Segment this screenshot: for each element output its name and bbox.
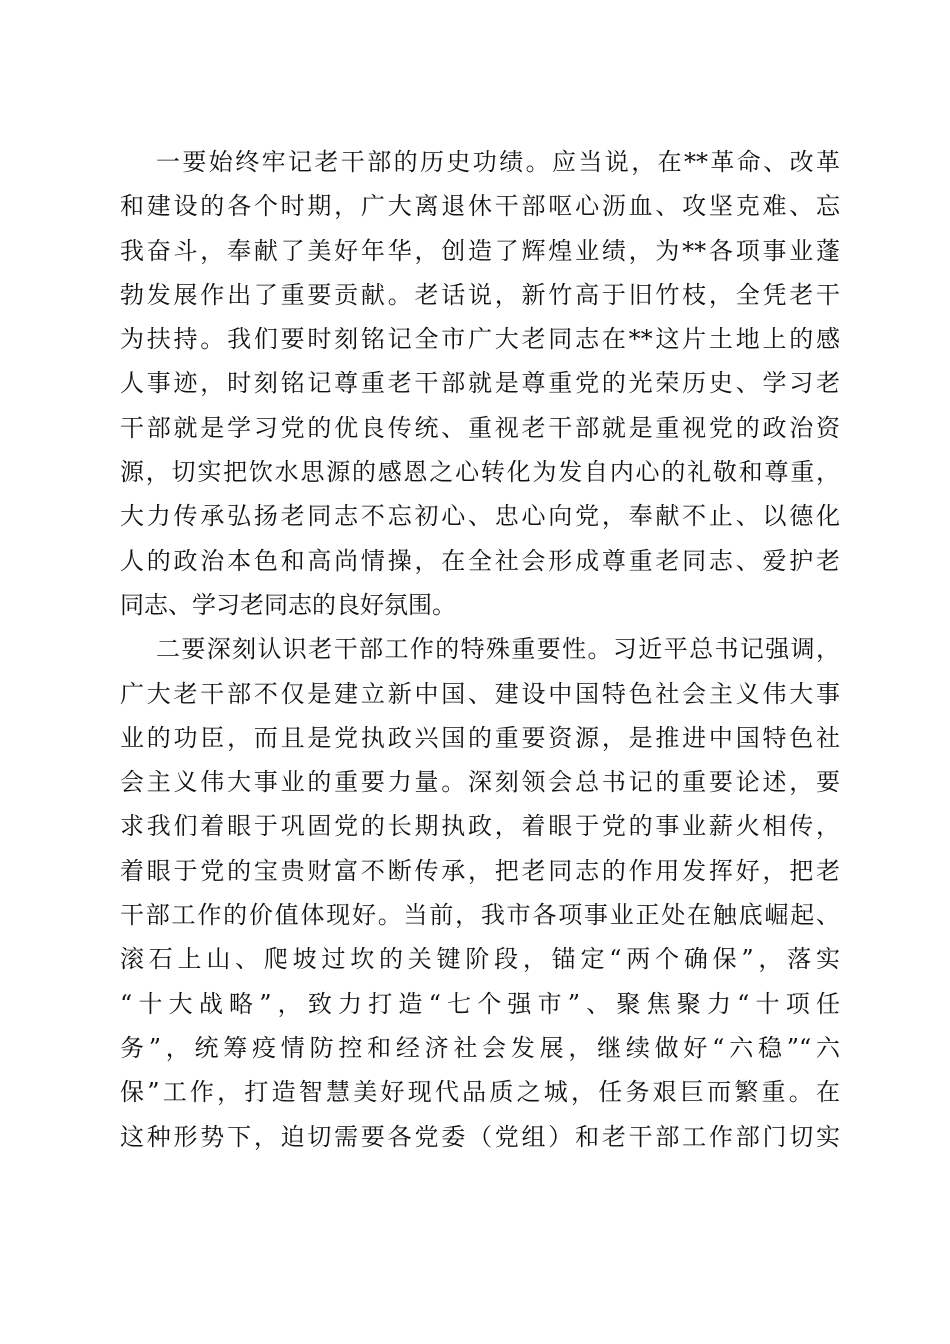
text-line: 我奋斗，奉献了美好年华，创造了辉煌业绩，为**各项事业蓬 <box>120 236 840 265</box>
body-text <box>120 140 840 1159</box>
text-line: 大力传承弘扬老同志不忘初心、忠心向党，奉献不止、以德化 <box>120 502 840 531</box>
text-line: 会主义伟大事业的重要力量。深刻领会总书记的重要论述，要 <box>120 768 840 797</box>
text-line: 广大老干部不仅是建立新中国、建设中国特色社会主义伟大事 <box>120 679 840 708</box>
text-line: 和建设的各个时期，广大离退休干部呕心沥血、攻坚克难、忘 <box>120 192 840 221</box>
text-line: 业的功臣，而且是党执政兴国的重要资源，是推进中国特色社 <box>120 723 840 752</box>
paragraph-1 <box>120 140 840 627</box>
text-line: 保”工作，打造智慧美好现代品质之城，任务艰巨而繁重。在 <box>120 1078 840 1107</box>
text-line: 务”，统筹疫情防控和经济社会发展，继续做好“六稳”“六 <box>120 1033 840 1062</box>
text-line: 勃发展作出了重要贡献。老话说，新竹高于旧竹枝，全凭老干 <box>120 280 840 309</box>
text-line: 求我们着眼于巩固党的长期执政，着眼于党的事业薪火相传， <box>120 812 840 841</box>
text-line: 二要深刻认识老干部工作的特殊重要性。习近平总书记强调， <box>156 635 840 664</box>
text-line: 同志、学习老同志的良好氛围。 <box>120 590 456 619</box>
text-line: 干部工作的价值体现好。当前，我市各项事业正处在触底崛起、 <box>120 901 840 930</box>
text-line: 源，切实把饮水思源的感恩之心转化为发自内心的礼敬和尊重， <box>120 458 840 487</box>
text-line: 人事迹，时刻铭记尊重老干部就是尊重党的光荣历史、学习老 <box>120 369 840 398</box>
text-line: 干部就是学习党的优良传统、重视老干部就是重视党的政治资 <box>120 413 840 442</box>
text-line: 滚石上山、爬坡过坎的关键阶段，锚定“两个确保”，落实 <box>120 945 840 974</box>
text-line: 为扶持。我们要时刻铭记全市广大老同志在**这片土地上的感 <box>120 325 840 354</box>
text-line: 这种形势下，迫切需要各党委（党组）和老干部工作部门切实 <box>120 1122 840 1151</box>
text-line: 一要始终牢记老干部的历史功绩。应当说，在**革命、改革 <box>156 148 840 176</box>
paragraph-2 <box>120 627 840 1159</box>
text-line: “十大战略”，致力打造“七个强市”、聚焦聚力“十项任 <box>120 989 840 1018</box>
text-line: 着眼于党的宝贵财富不断传承，把老同志的作用发挥好，把老 <box>120 856 840 885</box>
text-line: 人的政治本色和高尚情操，在全社会形成尊重老同志、爱护老 <box>120 546 840 575</box>
